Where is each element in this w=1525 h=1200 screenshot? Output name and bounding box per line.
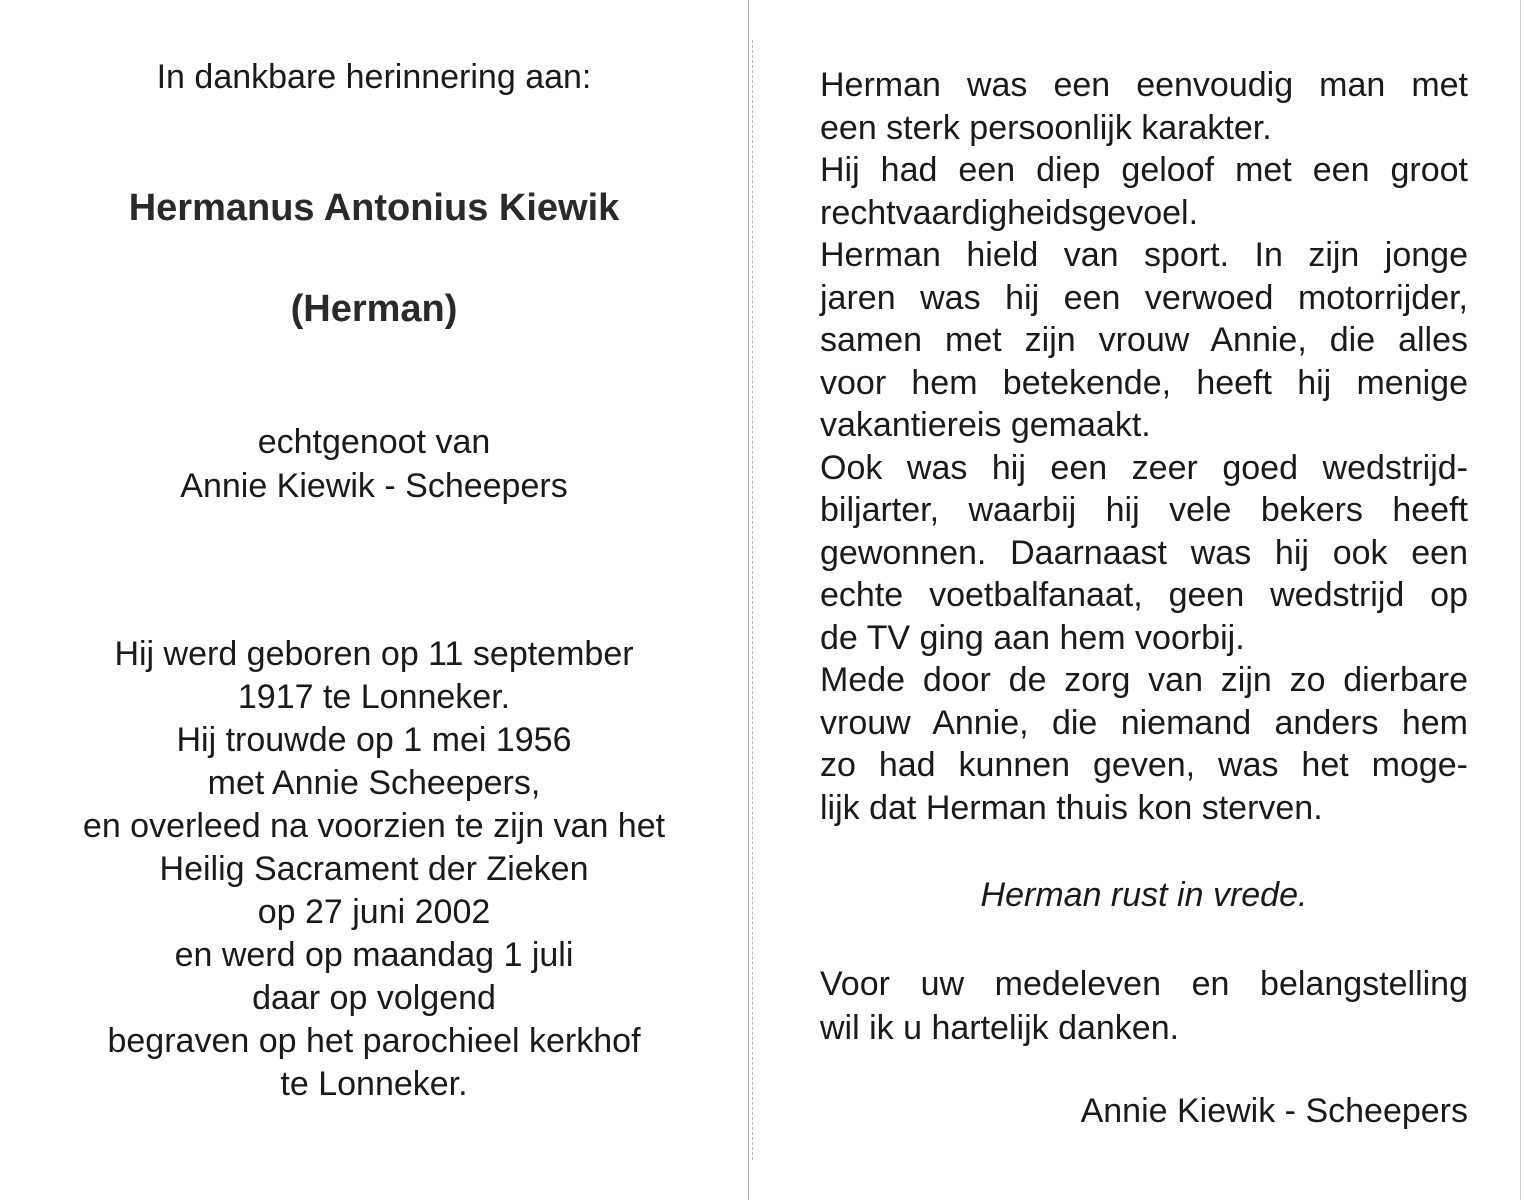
bio-line: en werd op maandag 1 juli <box>174 936 574 974</box>
tribute-line: Herman was een eenvoudig man met <box>820 66 1468 104</box>
tribute-line: samen met zijn vrouw Annie, die alles <box>820 321 1468 359</box>
tribute-line: Mede door de zorg van zijn zo dierbare <box>820 661 1468 699</box>
intro-text: In dankbare herinnering aan: <box>156 58 592 96</box>
biography-block <box>0 633 748 1106</box>
spouse-block <box>0 420 748 508</box>
rest-in-peace: Herman rust in vrede. <box>980 876 1308 914</box>
tribute-line: een sterk persoonlijk karakter. <box>820 108 1272 147</box>
left-page <box>0 0 748 1200</box>
tribute-line: lijk dat Herman thuis kon sterven. <box>820 788 1323 827</box>
card-fold-crease <box>752 40 753 1160</box>
tribute-line: Herman hield van sport. In zijn jonge <box>820 236 1468 274</box>
tribute-line: jaren was hij een verwoed motorrijder, <box>820 278 1468 317</box>
tribute-line: zo had kunnen geven, was het moge- <box>820 746 1468 784</box>
tribute-line: Hij had een diep geloof met een groot <box>820 151 1468 189</box>
tribute-text <box>820 64 1468 829</box>
bio-line: begraven op het parochieel kerkhof <box>107 1022 641 1060</box>
card-fold-line <box>748 0 749 1200</box>
spouse-line: echtgenoot van <box>257 423 491 461</box>
spouse-line: Annie Kiewik - Scheepers <box>180 467 568 505</box>
tribute-line: biljarter, waarbij hij vele bekers heeft <box>820 491 1468 529</box>
deceased-name: Hermanus Antonius Kiewik <box>128 187 620 229</box>
signature: Annie Kiewik - Scheepers <box>1080 1092 1468 1130</box>
thanks-block <box>820 962 1468 1050</box>
bio-line: Hij trouwde op 1 mei 1956 <box>176 721 572 759</box>
tribute-line: vrouw Annie, die niemand anders hem <box>820 703 1468 742</box>
bio-line: Heilig Sacrament der Zieken <box>159 850 589 888</box>
card-right-edge <box>1520 0 1521 1200</box>
bio-line: daar op volgend <box>252 979 496 1017</box>
tribute-line: vakantiereis gemaakt. <box>820 406 1151 444</box>
tribute-line: gewonnen. Daarnaast was hij ook een <box>820 533 1468 572</box>
tribute-line: echte voetbalfanaat, geen wedstrijd op <box>820 576 1468 614</box>
deceased-nickname: (Herman) <box>290 288 458 330</box>
bio-line: en overleed na voorzien te zijn van het <box>82 807 666 845</box>
bio-line: Hij werd geboren op 11 september <box>114 635 634 673</box>
tribute-line: de TV ging aan hem voorbij. <box>820 618 1245 657</box>
bio-line: op 27 juni 2002 <box>257 893 491 931</box>
bio-line: 1917 te Lonneker. <box>237 678 511 716</box>
tribute-line: voor hem betekende, heeft hij menige <box>820 363 1468 402</box>
bio-line: te Lonneker. <box>280 1065 468 1103</box>
tribute-line: rechtvaardigheidsgevoel. <box>820 193 1199 232</box>
thanks-line: wil ik u hartelijk danken. <box>820 1009 1180 1047</box>
bio-line: met Annie Scheepers, <box>207 764 541 802</box>
tribute-line: Ook was hij een zeer goed wedstrijd- <box>820 448 1468 487</box>
thanks-line: Voor uw medeleven en belangstelling <box>820 965 1468 1003</box>
